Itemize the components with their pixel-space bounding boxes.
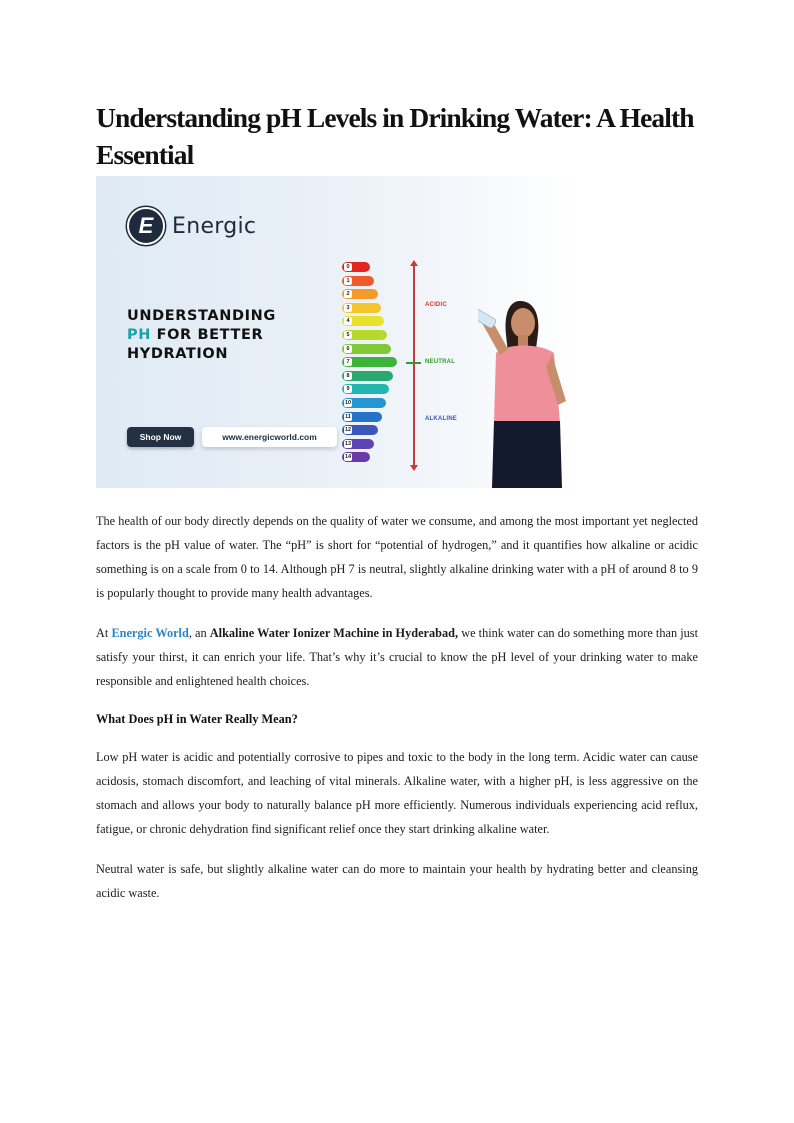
paragraph-2 xyxy=(96,621,698,693)
p2-rest: we think water can do something more than just satisfy your thirst, it can enrich your life. That’s why it’s crucial to know the pH level of your drinking water to make responsible and enlightened health choices. xyxy=(96,626,698,688)
ph-scale xyxy=(342,262,412,467)
document-page xyxy=(96,99,698,905)
ph-scale-number: 1 xyxy=(344,277,352,285)
energic-logo xyxy=(127,207,256,245)
ph-scale-number: 9 xyxy=(344,385,352,393)
ph-scale-number: 10 xyxy=(344,400,352,406)
alkaline-label: ALKALINE xyxy=(425,416,457,422)
energic-world-link[interactable]: Energic World xyxy=(111,626,189,640)
ph-scale-number: 0 xyxy=(344,263,352,271)
ph-scale-bar-6 xyxy=(342,344,391,354)
ph-scale-number: 6 xyxy=(344,345,352,353)
ph-scale-number: 2 xyxy=(344,290,352,298)
ph-scale-bar-12 xyxy=(342,425,378,435)
ph-scale-number: 12 xyxy=(344,427,352,434)
paragraph-1: The health of our body directly depends on the quality of water we consume, and among the most important yet neglected factors is the pH value of water. The “pH” is short for “potential of hydrogen,” and it quantifies how alkaline or acidic something is on a scale from 0 to 14. Although pH 7 is neutral, slightly alkaline drinking water with a pH of around 8 to 9 is popularly thought to provide many health advantages. xyxy=(96,514,698,600)
ph-scale-number: 7 xyxy=(344,358,352,366)
ph-scale-bar-0 xyxy=(342,262,370,272)
ph-scale-bar-3 xyxy=(342,303,381,313)
ph-axis-arrow xyxy=(413,265,415,466)
headline-line-2-rest: FOR BETTER xyxy=(156,327,264,343)
ph-scale-bar-4 xyxy=(342,316,384,326)
paragraph-3: Low pH water is acidic and potentially corrosive to pipes and toxic to the body in the long term. Acidic water can cause acidosis, stomach discomfort, and leaching of vital minerals. Alkaline water, with a higher pH, is less aggressive on the stomach and allows your body to naturally balance pH more efficiently. Numerous individuals experiencing acid reflux, fatigue, or chronic dehydration find significant relief once they start drinking alkaline water. xyxy=(96,750,698,836)
ph-scale-bar-2 xyxy=(342,289,378,299)
ph-scale-bar-9 xyxy=(342,384,389,394)
logo-text: Energic xyxy=(172,213,257,239)
ph-scale-bar-11 xyxy=(342,412,382,422)
ph-scale-bar-7 xyxy=(342,357,397,367)
neutral-label: NEUTRAL xyxy=(425,359,456,365)
p2-mid: , an xyxy=(188,626,210,640)
banner-headline xyxy=(127,307,276,364)
shop-now-button: Shop Now xyxy=(127,427,194,447)
headline-line-1: UNDERSTANDING xyxy=(127,308,276,324)
section-heading: What Does pH in Water Really Mean? xyxy=(96,712,298,726)
ph-scale-bar-13 xyxy=(342,439,374,449)
acidic-label: ACIDIC xyxy=(425,302,447,308)
paragraph-4: Neutral water is safe, but slightly alkaline water can do more to maintain your health by hydrating better and cleansing acidic waste. xyxy=(96,862,698,900)
ph-scale-number: 14 xyxy=(344,454,352,461)
p2-prefix: At xyxy=(96,626,112,640)
headline-line-2 xyxy=(127,326,276,345)
ph-scale-number: 3 xyxy=(344,304,352,312)
page-title: Understanding pH Levels in Drinking Water: A Health Essential xyxy=(96,102,694,170)
headline-ph: PH xyxy=(127,327,151,343)
website-url: www.energicworld.com xyxy=(202,427,337,447)
ph-scale-bar-8 xyxy=(342,371,393,381)
energic-logo-icon: E xyxy=(127,207,165,245)
ph-scale-number: 11 xyxy=(345,413,351,420)
ph-scale-number: 5 xyxy=(344,331,352,339)
banner-image xyxy=(96,176,579,488)
ph-scale-bar-14 xyxy=(342,452,370,462)
ph-scale-number: 4 xyxy=(344,317,352,325)
ph-scale-number: 13 xyxy=(344,440,352,447)
ph-scale-bar-10 xyxy=(342,398,386,408)
p2-strong: Alkaline Water Ionizer Machine in Hyderabad, xyxy=(209,626,459,640)
headline-line-3: HYDRATION xyxy=(127,346,229,362)
ph-scale-bar-1 xyxy=(342,276,374,286)
ph-scale-number: 8 xyxy=(344,372,352,380)
neutral-marker xyxy=(406,362,421,364)
ph-scale-bar-5 xyxy=(342,330,387,340)
woman-drinking-water-image xyxy=(478,283,578,488)
